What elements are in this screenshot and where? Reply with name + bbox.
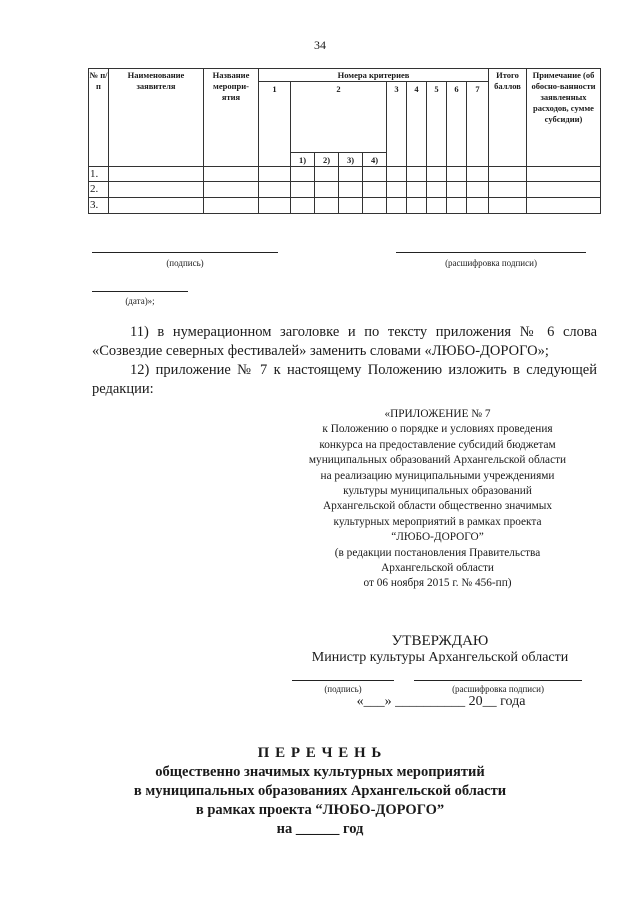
approve-decoding-caption: (расшифровка подписи): [452, 684, 544, 694]
approve-title: УТВЕРЖДАЮ: [391, 633, 489, 649]
list-title-line3: в рамках проекта “ЛЮБО-ДОРОГО”: [195, 802, 445, 818]
appendix-line: культуры муниципальных образований: [343, 485, 532, 498]
appendix-line: «ПРИЛОЖЕНИЕ № 7: [384, 408, 491, 420]
approve-date-line: «___» __________ 20__ года: [356, 694, 526, 709]
row-line: [88, 197, 601, 198]
table-border-top: [88, 68, 601, 69]
row-number: 2.: [90, 183, 99, 195]
appendix-line: муниципальных образований Архангельской области: [308, 454, 567, 467]
appendix-line: конкурса на предоставление субсидий бюджетам: [319, 438, 556, 451]
header-event: Название меропри-ятия: [212, 70, 250, 102]
header-criteria: Номера критериев: [337, 70, 410, 80]
crit-3: 3: [394, 84, 399, 94]
appendix-line: Архангельской области общественно значимых: [322, 500, 553, 513]
header-num: № п/п: [89, 70, 108, 91]
appendix-header: [280, 407, 595, 592]
col-line: [406, 81, 407, 214]
crit-6: 6: [454, 84, 459, 94]
header-note: Примечание (об обосно-ванности заявленных расходов, сумме субсидии): [531, 70, 596, 124]
appendix-line: “ЛЮБО-ДОРОГО”: [391, 531, 484, 544]
subcrit-2: 2): [322, 155, 331, 165]
list-title-line1: общественно значимых культурных мероприятий: [155, 764, 485, 780]
appendix-line: (в редакции постановления Правительства: [334, 546, 541, 559]
appendix-line: на реализацию муниципальными учреждениями: [320, 469, 555, 482]
crit-1: 1: [272, 84, 277, 94]
paragraph-11: 11) в нумерационном заголовке и по тексту приложения № 6 слова «Созвездие северных фестивалей» заменить словами «ЛЮБО-ДОРОГО»;: [92, 324, 597, 359]
col-line: [426, 81, 427, 214]
crit-2: 2: [336, 84, 341, 94]
decoding-line: [396, 252, 586, 253]
approve-signature-line: [292, 680, 394, 681]
subcrit-1: 1): [298, 155, 307, 165]
approve-decoding-line: [414, 680, 582, 681]
list-heading: П Е Р Е Ч Е Н Ь: [257, 745, 383, 761]
subcrit-4: 4): [370, 155, 379, 165]
appendix-line: Архангельской области: [381, 562, 494, 575]
signature-line: [92, 252, 278, 253]
col-line: [446, 81, 447, 214]
date-caption: (дата)»;: [125, 296, 155, 306]
paragraph-12: 12) приложение № 7 к настоящему Положению изложить в следующей редакции:: [92, 362, 597, 397]
decoding-caption: (расшифровка подписи): [445, 258, 537, 268]
header-total: Итого баллов: [494, 70, 521, 91]
col-line: [386, 81, 387, 214]
list-title-line2: в муниципальных образованиях Архангельской области: [133, 783, 507, 799]
signature-caption: (подпись): [166, 258, 204, 268]
approve-position: Министр культуры Архангельской области: [311, 650, 569, 665]
criteria-header-divider: [258, 81, 488, 82]
page-number: 34: [314, 38, 326, 52]
table-border-right: [600, 68, 601, 214]
appendix-line: культурных мероприятий в рамках проекта: [333, 515, 542, 528]
date-line: [92, 291, 188, 292]
row-number: 3.: [90, 199, 99, 211]
col-line: [466, 81, 467, 214]
row-line: [88, 181, 601, 182]
crit-5: 5: [434, 84, 439, 94]
approve-signature-caption: (подпись): [324, 684, 362, 694]
appendix-line: к Положению о порядке и условиях проведения: [322, 423, 553, 436]
header-bottom-line: [88, 166, 601, 167]
crit-4: 4: [414, 84, 419, 94]
crit-7: 7: [475, 84, 480, 94]
header-applicant: Наименование заявителя: [127, 70, 185, 91]
subcrit-3: 3): [346, 155, 355, 165]
col-line: [290, 81, 291, 214]
table-border-bottom: [88, 213, 601, 214]
criteria-table: [88, 68, 601, 214]
row-number: 1.: [90, 168, 99, 180]
appendix-line: от 06 ноября 2015 г. № 456-пп): [363, 577, 512, 590]
list-title-line4: на ______ год: [276, 821, 364, 837]
